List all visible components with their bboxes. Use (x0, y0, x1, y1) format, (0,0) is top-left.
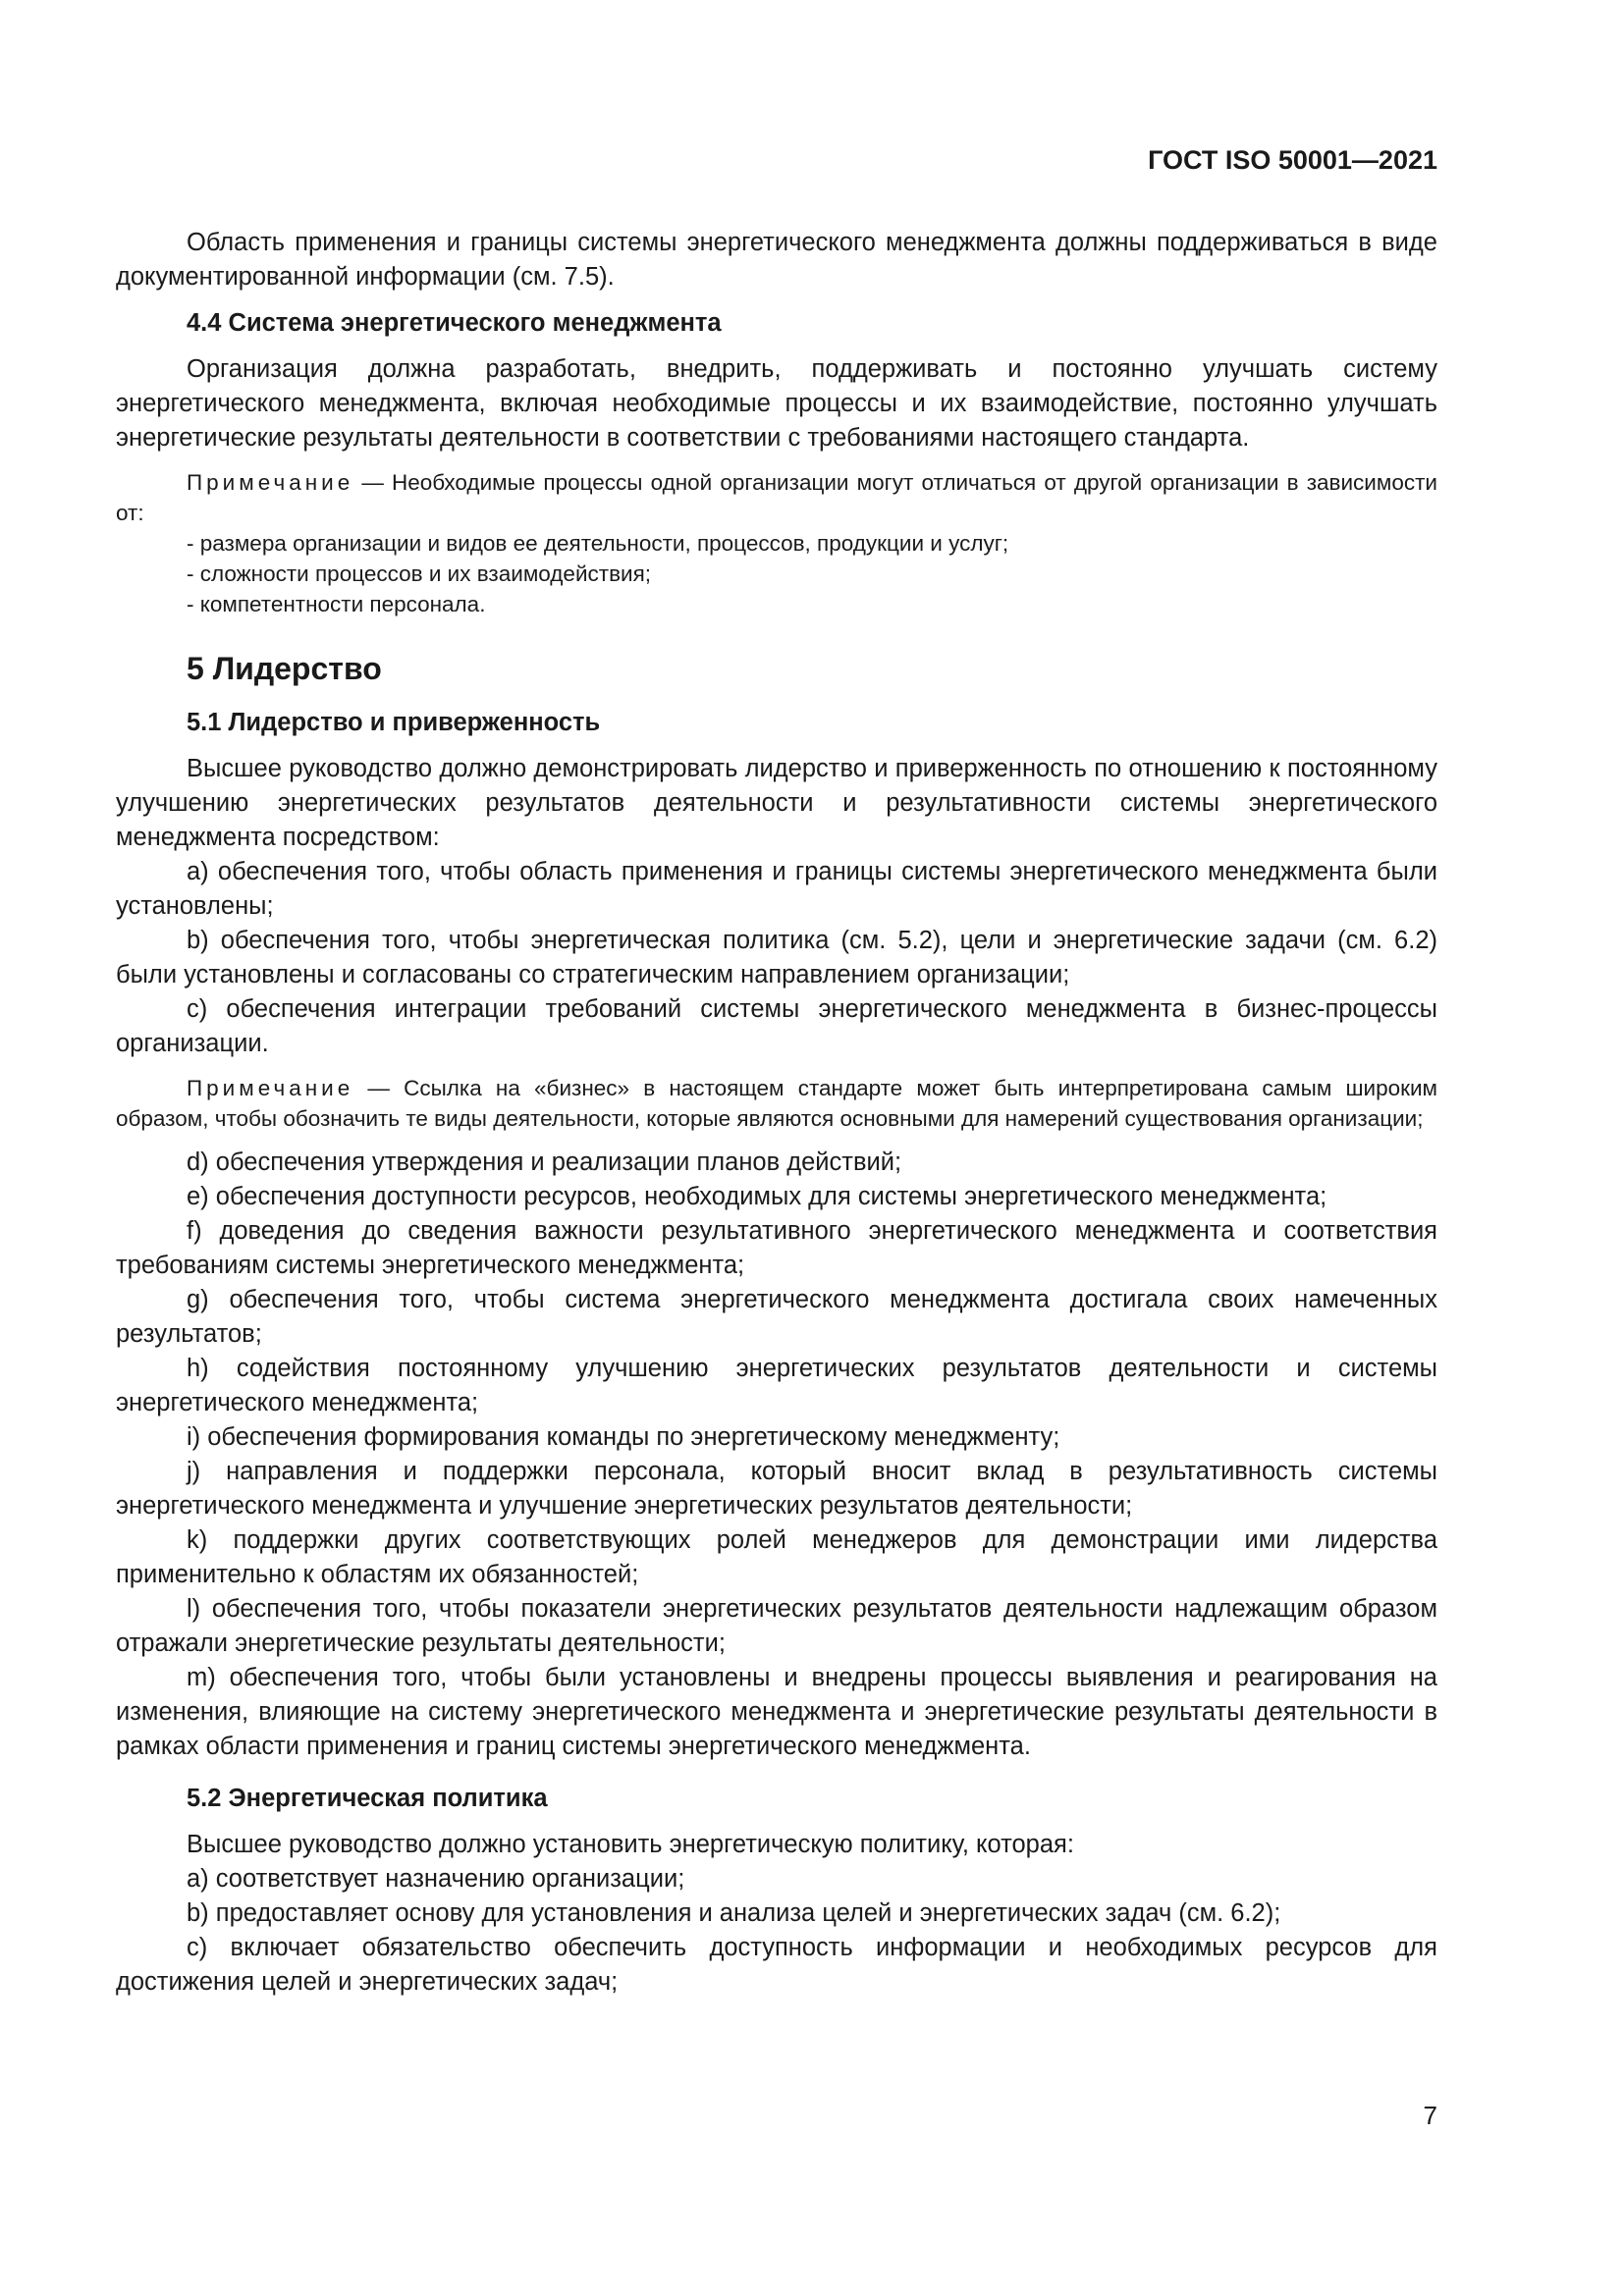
note-1 (116, 467, 1437, 528)
page-number: 7 (1423, 2101, 1437, 2130)
note-1-label: Примечание (187, 470, 354, 495)
paragraph-5-1: Высшее руководство должно демонстрировать лидерство и приверженность по отношению к постоянному улучшению энергетических результатов деятельности и результативности системы энергетического менеджмента посредством: (116, 755, 1437, 851)
list-item-b: b) обеспечения того, чтобы энергетическая политика (см. 5.2), цели и энергетические задачи (см. 6.2) были установлены и согласованы со стратегическим направлением организации; (116, 927, 1437, 988)
list-item-f: f) доведения до сведения важности результативного энергетического менеджмента и соответствия требованиям системы энергетического менеджмента; (116, 1217, 1437, 1279)
heading-5: 5 Лидерство (187, 651, 382, 686)
heading-5-1: 5.1 Лидерство и приверженность (187, 709, 601, 736)
standard-header: ГОСТ ISO 50001—2021 (1148, 145, 1437, 175)
paragraph-5-2: Высшее руководство должно установить энергетическую политику, которая: (187, 1831, 1074, 1858)
note-1-item-2: - сложности процессов и их взаимодействия; (187, 561, 652, 586)
paragraph-4-4: Организация должна разработать, внедрить, поддерживать и постоянно улучшать систему энергетического менеджмента, включая необходимые процессы и их взаимодействие, постоянно улучшать энергетические результаты деятельности в соответствии с требованиями настоящего стандарта. (116, 355, 1437, 452)
heading-4-4: 4.4 Система энергетического менеджмента (187, 309, 722, 337)
list-item-h: h) содействия постоянному улучшению энергетических результатов деятельности и системы энергетического менеджмента; (116, 1355, 1437, 1416)
page-content (116, 226, 1437, 2000)
list-item-i: i) обеспечения формирования команды по энергетическому менеджменту; (187, 1423, 1060, 1451)
policy-item-c: c) включает обязательство обеспечить доступность информации и необходимых ресурсов для достижения целей и энергетических задач; (116, 1934, 1437, 1996)
note-2-label: Примечание (187, 1076, 354, 1100)
list-item-l: l) обеспечения того, чтобы показатели энергетических результатов деятельности надлежащим образом отражали энергетические результаты деятельности; (116, 1595, 1437, 1657)
list-item-e: e) обеспечения доступности ресурсов, необходимых для системы энергетического менеджмента; (187, 1183, 1327, 1210)
list-item-m: m) обеспечения того, чтобы были установлены и внедрены процессы выявления и реагирования на изменения, влияющие на систему энергетического менеджмента и энергетические результаты деятельности в рамках области применения и границ системы энергетического менеджмента. (116, 1664, 1437, 1760)
list-item-a: a) обеспечения того, чтобы область применения и границы системы энергетического менеджмента были установлены; (116, 858, 1437, 920)
policy-item-b: b) предоставляет основу для установления и анализа целей и энергетических задач (см. 6.2); (187, 1899, 1281, 1927)
list-item-j: j) направления и поддержки персонала, который вносит вклад в результативность системы энергетического менеджмента и улучшение энергетических результатов деятельности; (116, 1458, 1437, 1520)
note-2 (116, 1073, 1437, 1134)
heading-5-2: 5.2 Энергетическая политика (187, 1785, 548, 1812)
policy-item-a: a) соответствует назначению организации; (187, 1865, 685, 1893)
note-1-item-1: - размера организации и видов ее деятельности, процессов, продукции и услуг; (187, 531, 1009, 556)
list-item-k: k) поддержки других соответствующих ролей менеджеров для демонстрации ими лидерства применительно к областям их обязанностей; (116, 1526, 1437, 1588)
list-item-c: c) обеспечения интеграции требований системы энергетического менеджмента в бизнес-процессы организации. (116, 995, 1437, 1057)
note-2-text: — Ссылка на «бизнес» в настоящем стандарте может быть интерпретирована самым широким образом, чтобы обозначить те виды деятельности, которые являются основными для намерений существования организации; (116, 1076, 1437, 1131)
paragraph-scope: Область применения и границы системы энергетического менеджмента должны поддерживаться в виде документированной информации (см. 7.5). (116, 229, 1437, 291)
list-item-d: d) обеспечения утверждения и реализации планов действий; (187, 1148, 902, 1176)
note-1-item-3: - компетентности персонала. (187, 592, 486, 616)
list-item-g: g) обеспечения того, чтобы система энергетического менеджмента достигала своих намеченных результатов; (116, 1286, 1437, 1348)
note-1-text: — Необходимые процессы одной организации могут отличаться от другой организации в зависимости от: (116, 470, 1437, 525)
